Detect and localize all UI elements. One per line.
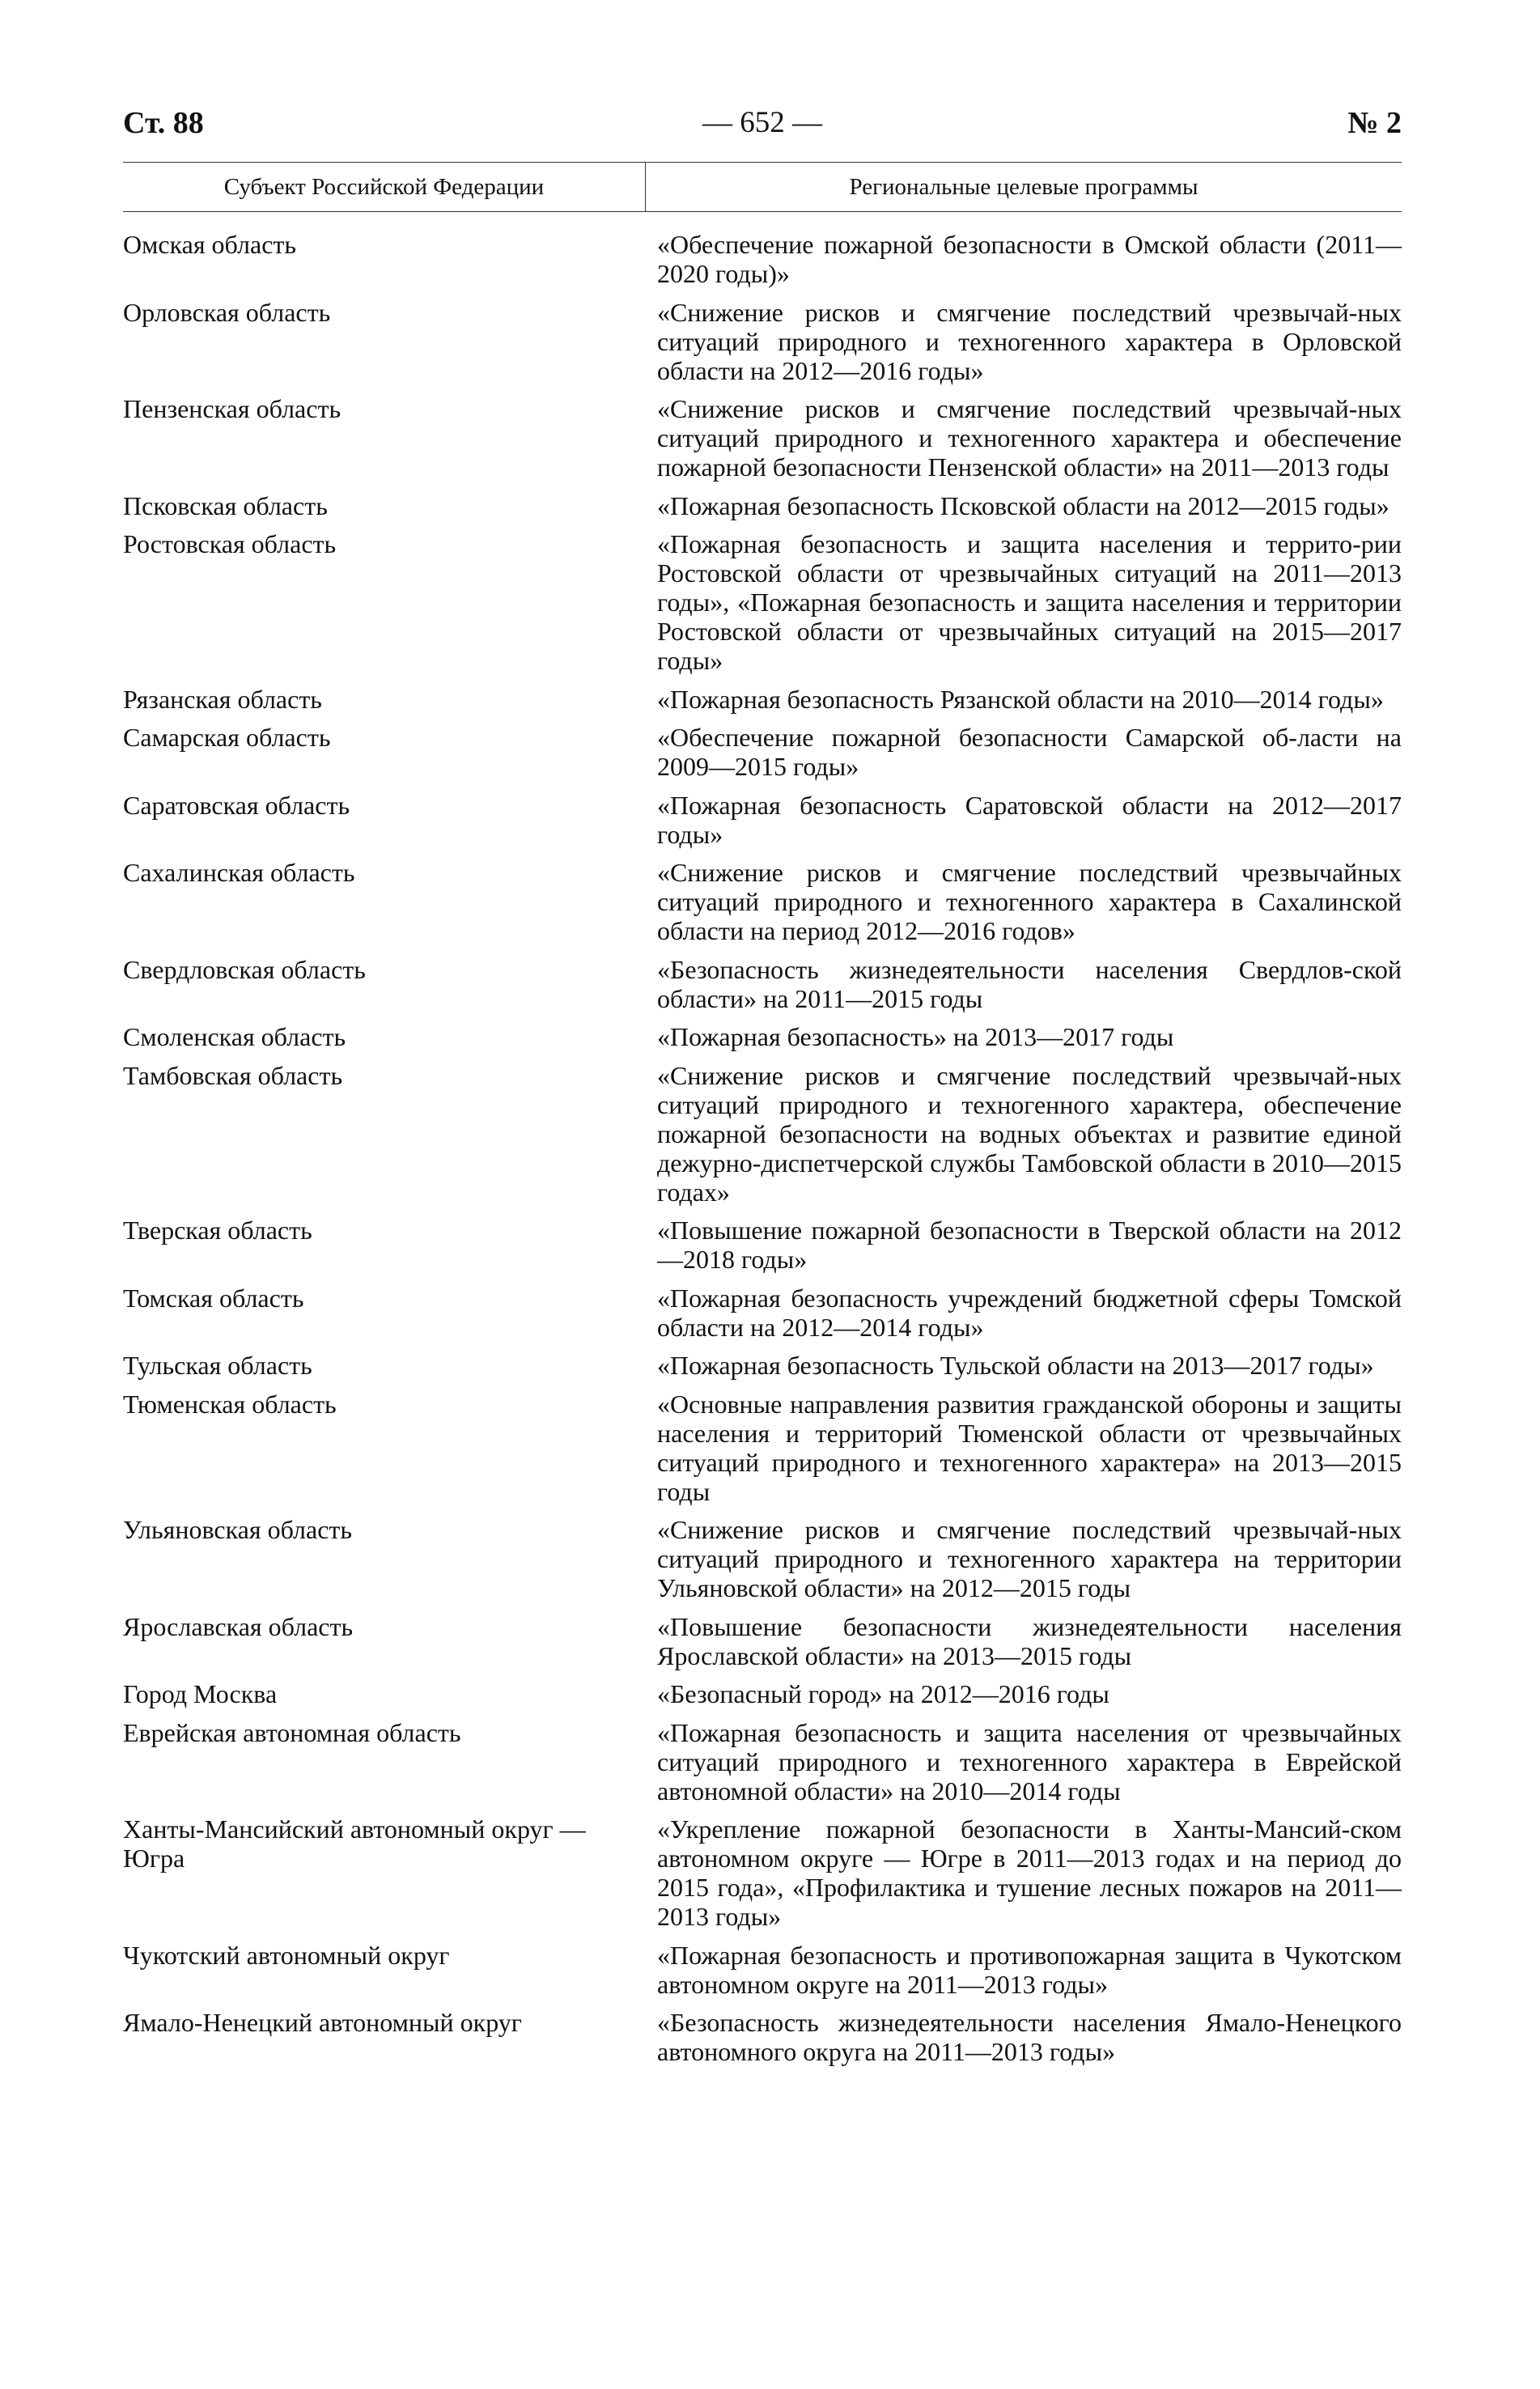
subject-cell: Свердловская область xyxy=(123,954,366,984)
table-row xyxy=(123,394,1402,482)
program-cell: «Пожарная безопасность Псковской области на 2012—2015 годы» xyxy=(657,490,1389,520)
subject-cell: Тверская область xyxy=(123,1216,312,1245)
subject-cell: Еврейская автономная область xyxy=(123,1717,461,1747)
table-row xyxy=(123,529,1402,675)
table-row xyxy=(123,723,1402,781)
page-header xyxy=(123,89,1402,162)
program-cell: «Пожарная безопасность» на 2013—2017 годы xyxy=(657,1022,1174,1051)
table-row xyxy=(123,685,1402,714)
table-row xyxy=(123,1284,1402,1342)
table-row xyxy=(123,298,1402,385)
subject-cell: Тюменская область xyxy=(123,1389,337,1419)
program-cell: «Пожарная безопасность Рязанской области на 2010—2014 годы» xyxy=(657,684,1384,714)
table-row xyxy=(123,230,1402,288)
table-row xyxy=(123,955,1402,1013)
program-cell: «Пожарная безопасность и противопожарная защита в Чукотском автономном округе на 2011—2013 годы» xyxy=(657,1940,1402,1999)
program-cell: «Укрепление пожарной безопасности в Ханты-Мансий-ском автономном округе — Югре в 2011—2013 годах и на период до 2015 года», «Профилактика и тушение лесных пожаров на 2011—2013 годы» xyxy=(657,1814,1402,1931)
subject-cell: Рязанская область xyxy=(123,684,322,714)
table-row xyxy=(123,1390,1402,1506)
program-cell: «Пожарная безопасность и защита населения от чрезвычайных ситуаций природного и техногенного характера в Еврейской автономной области» на 2010—2014 годы xyxy=(657,1717,1402,1806)
program-cell: «Повышение пожарной безопасности в Тверской области на 2012—2018 годы» xyxy=(657,1216,1402,1274)
table-row xyxy=(123,1022,1402,1051)
table-row xyxy=(123,1351,1402,1380)
program-cell: «Снижение рисков и смягчение последствий чрезвычай-ных ситуаций природного и техногенного характера в Орловской области на 2012—2016 годы» xyxy=(657,297,1402,385)
subject-cell: Ханты-Мансийский автономный округ — Югра xyxy=(123,1814,586,1873)
table-header xyxy=(123,162,1402,212)
column-header-subject: Субъект Российской Федерации xyxy=(123,163,646,211)
table-body xyxy=(123,230,1402,2066)
subject-cell: Тульская область xyxy=(123,1351,312,1380)
program-cell: «Безопасность жизнедеятельности населения Ямало-Ненецкого автономного округа на 2011—2013 годы» xyxy=(657,2008,1402,2066)
subject-cell: Томская область xyxy=(123,1283,304,1313)
program-cell: «Обеспечение пожарной безопасности в Омской области (2011—2020 годы)» xyxy=(657,230,1402,288)
table-row xyxy=(123,1941,1402,1999)
program-cell: «Обеспечение пожарной безопасности Самарской об-ласти на 2009—2015 годы» xyxy=(657,723,1402,781)
subject-cell: Сахалинская область xyxy=(123,858,355,887)
program-cell: «Снижение рисков и смягчение последствий чрезвычай-ных ситуаций природного и техногенного характера, обеспечение пожарной безопасности на водных объектах и развитие единой дежурно-диспетчерской службы Тамбовской области в 2010—2015 годах» xyxy=(657,1060,1402,1207)
program-cell: «Пожарная безопасность и защита населения и террито-рии Ростовской области от чрезвычайных ситуаций на 2011—2013 годы», «Пожарная безопасность и защита населения и территории Ростовской области от чрезвычайных ситуаций на 2015—2017 годы» xyxy=(657,529,1402,675)
article-number: Ст. 88 xyxy=(123,106,204,140)
subject-cell: Тамбовская область xyxy=(123,1060,343,1090)
subject-cell: Орловская область xyxy=(123,297,331,327)
column-header-programs: Региональные целевые программы xyxy=(849,173,1198,200)
subject-cell: Ямало-Ненецкий автономный округ xyxy=(123,2008,522,2037)
subject-cell: Псковская область xyxy=(123,490,328,520)
program-cell: «Пожарная безопасность учреждений бюджетной сферы Томской области на 2012—2014 годы» xyxy=(657,1283,1402,1342)
program-cell: «Снижение рисков и смягчение последствий чрезвычайных ситуаций природного и техногенного характера в Сахалинской области на период 2012—2016 годов» xyxy=(657,858,1402,945)
subject-cell: Омская область xyxy=(123,230,296,259)
table-row xyxy=(123,1612,1402,1670)
program-cell: «Пожарная безопасность Тульской области на 2013—2017 годы» xyxy=(657,1351,1374,1380)
table-row xyxy=(123,1515,1402,1602)
table-row xyxy=(123,791,1402,849)
subject-cell: Чукотский автономный округ xyxy=(123,1940,450,1970)
table-row xyxy=(123,491,1402,520)
issue-number: № 2 xyxy=(1347,106,1402,140)
subject-cell: Город Москва xyxy=(123,1679,278,1708)
subject-cell: Саратовская область xyxy=(123,790,350,820)
subject-cell: Ульяновская область xyxy=(123,1515,352,1544)
program-cell: «Повышение безопасности жизнедеятельности населения Ярославской области» на 2013—2015 годы xyxy=(657,1611,1402,1670)
table-row xyxy=(123,1718,1402,1806)
table-row xyxy=(123,858,1402,945)
program-cell: «Снижение рисков и смягчение последствий чрезвычай-ных ситуаций природного и техногенного характера и обеспечение пожарной безопасности Пензенской области» на 2011—2013 годы xyxy=(657,394,1402,482)
program-cell: «Снижение рисков и смягчение последствий чрезвычай-ных ситуаций природного и техногенного характера на территории Ульяновской области» на 2012—2015 годы xyxy=(657,1515,1402,1602)
program-cell: «Пожарная безопасность Саратовской области на 2012—2017 годы» xyxy=(657,790,1402,849)
page-number: — 652 — xyxy=(702,106,822,139)
table-row xyxy=(123,1216,1402,1274)
program-cell: «Основные направления развития гражданской обороны и защиты населения и территорий Тюменской области от чрезвычайных ситуаций природного и техногенного характера» на 2013—2015 годы xyxy=(657,1389,1402,1506)
subject-cell: Самарская область xyxy=(123,723,331,752)
program-cell: «Безопасность жизнедеятельности населения Свердлов-ской области» на 2011—2015 годы xyxy=(657,954,1402,1013)
subject-cell: Ростовская область xyxy=(123,529,337,558)
program-cell: «Безопасный город» на 2012—2016 годы xyxy=(657,1679,1109,1708)
document-page xyxy=(123,89,1402,2076)
table-row xyxy=(123,2008,1402,2066)
subject-cell: Пензенская область xyxy=(123,394,342,423)
subject-cell: Ярославская область xyxy=(123,1611,354,1641)
table-row xyxy=(123,1061,1402,1207)
table-row xyxy=(123,1679,1402,1708)
table-row xyxy=(123,1814,1402,1931)
subject-cell: Смоленская область xyxy=(123,1022,346,1051)
